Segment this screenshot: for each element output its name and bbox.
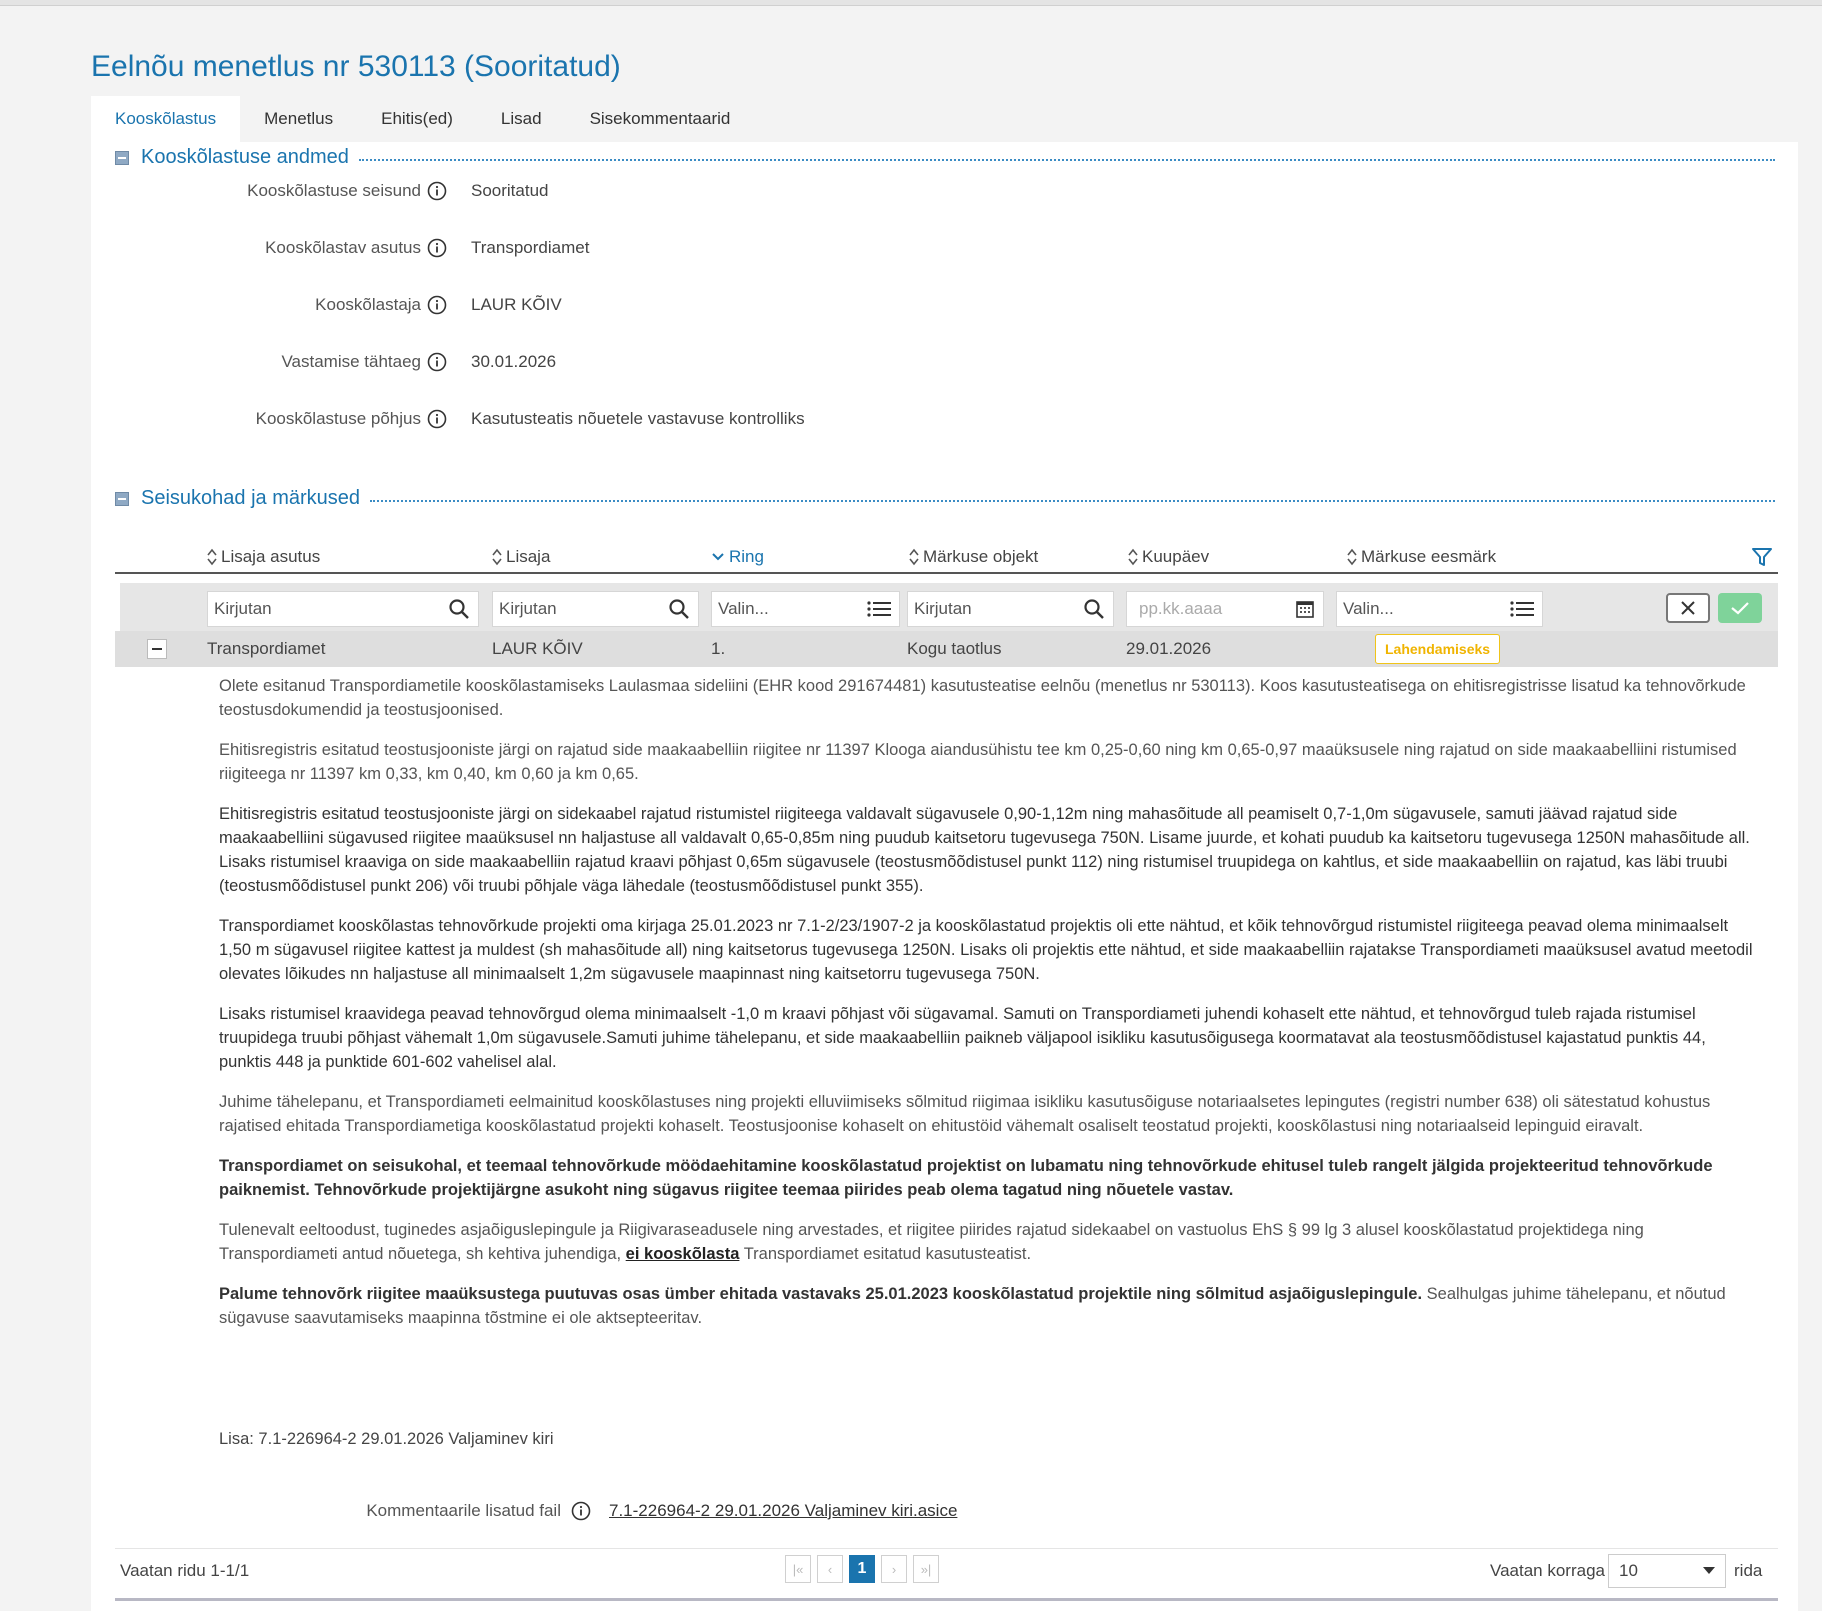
- per-page-suffix: rida: [1734, 1561, 1763, 1580]
- comment-body: [219, 674, 1759, 1346]
- filter-purpose: [1336, 591, 1543, 627]
- field-value: LAUR KÕIV: [471, 295, 562, 314]
- comment-paragraph: Juhime tähelepanu, et Transpordiameti eelmainitud kooskõlastuses ning projekti elluviimiseks sõlmitud riigimaa isikliku kasutusõiguse notariaalsetes lepingutes (registri number 638) oli sätestatud kohustus rajatised ehitada Transpordiametiga kooskõlastatud projekti kohaselt. Teostusjoonise kohaselt on ehitustöid vähemalt osaliselt teostatud projekti, kooskõlastusi ning notariaalseid lepinguid eiravalt.: [219, 1093, 1711, 1135]
- section-divider: [370, 500, 1775, 502]
- tab-kooskolastus[interactable]: Kooskõlastus: [91, 96, 240, 142]
- filter-icon[interactable]: [1751, 546, 1773, 568]
- cell-date: 29.01.2026: [1126, 639, 1212, 658]
- bottom-bar: [115, 1598, 1778, 1601]
- filter-org: [207, 591, 479, 627]
- field-agency: [91, 236, 991, 260]
- field-deadline: [91, 350, 991, 374]
- positions-collapse-icon[interactable]: [115, 492, 129, 506]
- field-label: Kooskõlastuse seisund: [247, 181, 421, 200]
- field-value: Sooritatud: [471, 181, 549, 200]
- filter-object-input[interactable]: [908, 592, 1083, 626]
- column-label: Lisaja: [506, 547, 551, 566]
- attached-file-link[interactable]: 7.1-226964-2 29.01.2026 Valjaminev kiri.asice: [609, 1501, 958, 1520]
- sort-icon: [1128, 548, 1138, 566]
- field-value: Transpordiamet: [471, 238, 590, 257]
- field-value: 30.01.2026: [471, 352, 557, 371]
- column-label: Ring: [729, 547, 764, 566]
- per-page-label: Vaatan korraga: [1490, 1561, 1605, 1580]
- field-label: Vastamise tähtaeg: [281, 352, 421, 371]
- search-icon[interactable]: [1083, 598, 1105, 620]
- per-page-value: 10: [1619, 1561, 1638, 1580]
- pager-divider: [115, 1548, 1778, 1549]
- chevron-down-icon: [1703, 1567, 1715, 1575]
- comment-paragraph: Ehitisregistris esitatud teostusjooniste järgi on rajatud side maakaabelliin riigitee nr 11397 Klooga aiandusühistu tee km 0,25-0,60 ning km 0,65-0,97 maaüksusele ning rajatud on side maakaabelliini ristumised riigiteega nr 11397 km 0,33, km 0,40, km 0,60 ja km 0,65.: [219, 741, 1737, 783]
- info-icon[interactable]: [427, 295, 447, 315]
- apply-filters-button[interactable]: [1718, 593, 1762, 623]
- filter-round-select[interactable]: [712, 592, 867, 626]
- filter-author-input[interactable]: [493, 592, 668, 626]
- comment-paragraph: Lisaks ristumisel kraavidega peavad tehnovõrgud olema minimaalselt -1,0 m kraavi põhjast või sügavamal. Samuti on Transpordiameti juhendi kohaselt ette nähtud, et tehnovõrgud tuleb rajada ristumisel truupidega truubi põhjast vähemalt 1,0m sügavusele.Samuti juhime tähelepanu, et side maakaabelliin paikneb väljapool isikliku kasutusõigusega koormatavat ala teostusmõõdistusel kajastatud punktis 44, punktis 448 ja punktide 601-602 vahelisel alal.: [219, 1005, 1706, 1071]
- column-label: Kuupäev: [1142, 547, 1210, 566]
- comment-paragraph: Olete esitanud Transpordiametile kooskõlastamiseks Laulasmaa sideliini (EHR kood 291674481) kasutusteatise eelnõu (menetlus nr 530113). Koos kasutusteatisega on ehitisregistrisse lisatud ka tehnovõrkude teostusdokumendid ja teostusjoonised.: [219, 677, 1746, 719]
- check-icon: [1730, 600, 1750, 616]
- column-header-org[interactable]: [207, 545, 320, 569]
- comment-text: Sealhulgas juhime tähelepanu, et nõutud sügavuse saavutamiseks maapinna tõstmine ei ole aktsepteeritav.: [219, 1285, 1726, 1327]
- filter-object: [907, 591, 1114, 627]
- field-status: [91, 179, 991, 203]
- column-label: Lisaja asutus: [221, 547, 321, 566]
- info-icon[interactable]: [427, 352, 447, 372]
- info-icon[interactable]: [571, 1501, 591, 1521]
- search-icon[interactable]: [448, 598, 470, 620]
- positions-section-header: [115, 487, 1775, 510]
- sort-desc-icon: [711, 548, 725, 566]
- close-icon: [1680, 600, 1696, 616]
- approval-section-title: Kooskõlastuse andmed: [141, 146, 349, 168]
- field-reason: [91, 407, 991, 431]
- comment-paragraph: [219, 1282, 1759, 1330]
- sort-icon: [909, 548, 919, 566]
- comment-text: Transpordiamet esitatud kasutusteatist.: [739, 1245, 1032, 1263]
- tab-lisad[interactable]: Lisad: [500, 109, 542, 128]
- next-page-button[interactable]: ›: [881, 1555, 907, 1583]
- per-page-select[interactable]: [1608, 1554, 1726, 1588]
- clear-filters-button[interactable]: [1666, 593, 1710, 623]
- approval-section-header: [115, 146, 1775, 169]
- filter-date-input[interactable]: [1127, 592, 1295, 626]
- sort-icon: [492, 548, 502, 566]
- prev-page-button[interactable]: ‹: [817, 1555, 843, 1583]
- comment-text: Tulenevalt eeltoodust, tuginedes asjaõiguslepingule ja Riigivaraseadusele ning arvestades, et riigitee piirides rajatud sidekaabel on vastuolus EhS § 99 lg 3 alusel kooskõlastatud projektidega ning Transpordiameti antud nõuetega, sh kehtiva juhendiga,: [219, 1221, 1644, 1263]
- filter-org-input[interactable]: [208, 592, 448, 626]
- current-page-button[interactable]: 1: [849, 1555, 875, 1583]
- top-border: [0, 0, 1822, 6]
- column-header-object[interactable]: [909, 545, 1038, 569]
- sort-icon: [207, 548, 217, 566]
- list-icon[interactable]: [1510, 599, 1534, 619]
- header-divider: [115, 572, 1778, 574]
- comment-paragraph: Transpordiamet on seisukohal, et teemaal tehnovõrkude möödaehitamine kooskõlastatud projektist on lubamatu ning tehnovõrkude ehitusel tuleb rangelt jälgida projekteeritud tehnovõrkude paiknemist. Tehnovõrkude projektijärgne asukoht ning sügavus riigitee teemaa piirides peab olema tagatud ning nõuetele vastav.: [219, 1157, 1713, 1199]
- sort-icon: [1347, 548, 1357, 566]
- field-label: Kooskõlastav asutus: [265, 238, 421, 257]
- info-icon[interactable]: [427, 409, 447, 429]
- cell-author: LAUR KÕIV: [492, 639, 583, 658]
- comment-paragraph: Ehitisregistris esitatud teostusjooniste järgi on sidekaabel rajatud ristumistel riigiteega valdavalt sügavusele 0,90-1,12m ning mahasõitude all peamiselt 0,7-1,0m sügavusele, samuti jäävad rajatud side maakaabelliini sügavused riigitee maaüksusel nn haljastuse all valdavalt 0,65-0,85m ning puudub kaitsetoru tugevusega 750N. Lisame juurde, et kohati puudub ka kaitsetoru tugevusega 1250N mahasõitude all. Lisaks ristumisel kraaviga on side maakaabelliin rajatud kraavi põhjast 0,65m sügavusele (teostusmõõdistusel punkt 112) ning ristumisel truupidega on kahtlus, et side maakaabelliin on rajatud, kas läbi truubi (teostusmõõdistusel punkt 206) või truubi põhjale väga lähedale (teostusmõõdistusel punkt 355).: [219, 805, 1750, 895]
- filter-round: [711, 591, 900, 627]
- column-header-purpose[interactable]: [1347, 545, 1496, 569]
- decision-link[interactable]: ei kooskõlasta: [625, 1245, 740, 1263]
- field-label: Kooskõlastaja: [315, 295, 421, 314]
- tab-bar: [91, 96, 754, 142]
- column-label: Märkuse objekt: [923, 547, 1039, 566]
- tab-menetlus[interactable]: Menetlus: [264, 109, 334, 128]
- info-icon[interactable]: [427, 238, 447, 258]
- column-header-author[interactable]: [492, 545, 550, 569]
- content-panel: [91, 142, 1798, 1611]
- last-page-button[interactable]: »|: [913, 1555, 939, 1583]
- field-value: Kasutusteatis nõuetele vastavuse kontrolliks: [471, 409, 805, 428]
- cell-object: Kogu taotlus: [907, 639, 1002, 658]
- column-label: Märkuse eesmärk: [1361, 547, 1497, 566]
- approval-collapse-icon[interactable]: [115, 151, 129, 165]
- table-row[interactable]: [115, 631, 1778, 667]
- filter-purpose-select[interactable]: [1337, 592, 1510, 626]
- calendar-icon[interactable]: [1295, 599, 1315, 619]
- comment-paragraph: Transpordiamet kooskõlastas tehnovõrkude projekti oma kirjaga 25.01.2023 nr 7.1-2/23/1907-2 ja kooskõlastatud projektis oli ette nähtud, et kõik tehnovõrgud ristumistel riigiteega peavad olema minimaalselt 1,50 m sügavusel riigitee kattest ja muldest (sh mahasõitude all) ning kaitsetorus tugevusega 1250N. Lisaks oli projektis ette nähtud, et side maakaabelliin rajatakse Transpordiameti maaüksusel avatud meetodil olevates lõikudes nn haljastuse all minimaalselt 1,2m sügavusele maapinnast ning kaitsetorru tugevusega 750N.: [219, 917, 1753, 983]
- tab-sisekommentaarid[interactable]: Sisekommentaarid: [589, 109, 731, 128]
- field-approver: [91, 293, 991, 317]
- comment-paragraph: [219, 1218, 1759, 1266]
- section-divider: [359, 159, 1775, 161]
- pagination: [785, 1555, 939, 1583]
- cell-round: 1.: [711, 639, 726, 658]
- attachment-note: Lisa: 7.1-226964-2 29.01.2026 Valjaminev kiri: [219, 1430, 554, 1448]
- cell-org: Transpordiamet: [207, 639, 326, 658]
- filter-row: [120, 583, 1778, 633]
- filter-date: [1126, 591, 1324, 627]
- column-header-date[interactable]: [1128, 545, 1209, 569]
- comment-text-bold: Palume tehnovõrk riigitee maaüksustega puutuvas osas ümber ehitada vastavaks 25.01.2023 kooskõlastatud projektile ning sõlmitud asjaõiguslepingule.: [219, 1285, 1423, 1303]
- page-title: Eelnõu menetlus nr 530113 (Sooritatud): [91, 50, 621, 83]
- column-header-round[interactable]: [711, 545, 764, 569]
- first-page-button[interactable]: |«: [785, 1555, 811, 1583]
- status-badge: Lahendamiseks: [1375, 634, 1500, 664]
- collapse-row-button[interactable]: [147, 639, 167, 659]
- list-icon[interactable]: [867, 599, 891, 619]
- pager-info: Vaatan ridu 1-1/1: [120, 1561, 250, 1580]
- field-label: Kooskõlastuse põhjus: [255, 409, 421, 428]
- info-icon[interactable]: [427, 181, 447, 201]
- attached-file-row: [91, 1499, 1291, 1523]
- positions-section-title: Seisukohad ja märkused: [141, 487, 361, 509]
- search-icon[interactable]: [668, 598, 690, 620]
- filter-author: [492, 591, 699, 627]
- attached-file-label: Kommentaarile lisatud fail: [366, 1501, 561, 1520]
- tab-ehitised[interactable]: Ehitis(ed): [381, 109, 453, 128]
